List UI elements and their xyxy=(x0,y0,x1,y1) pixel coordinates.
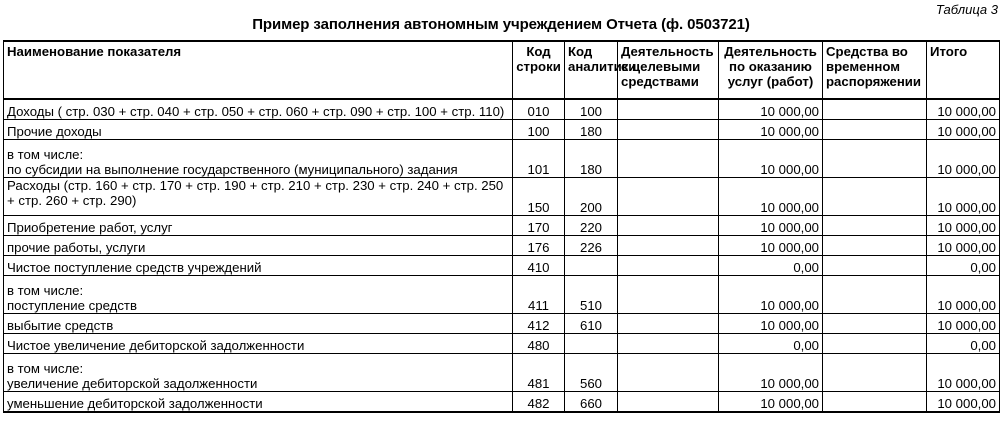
row-total-value: 10 000,00 xyxy=(927,314,1000,334)
header-temporary-funds: Средства во временном распоряжении xyxy=(823,41,927,99)
table-row xyxy=(4,276,1000,314)
row-name: Доходы ( стр. 030 + стр. 040 + стр. 050 + стр. 060 + стр. 090 + стр. 100 + стр. 110) xyxy=(4,99,513,120)
row-services-value: 10 000,00 xyxy=(719,236,823,256)
row-services-value: 10 000,00 xyxy=(719,178,823,216)
row-temporary-value xyxy=(823,236,927,256)
row-code-analytics: 510 xyxy=(565,276,618,314)
table-row xyxy=(4,236,1000,256)
row-total-value: 0,00 xyxy=(927,256,1000,276)
table-body xyxy=(4,99,1000,412)
row-code-analytics: 660 xyxy=(565,392,618,413)
row-temporary-value xyxy=(823,256,927,276)
table-row xyxy=(4,140,1000,178)
row-code-analytics: 180 xyxy=(565,140,618,178)
row-name: Чистое поступление средств учреждений xyxy=(4,256,513,276)
row-code-line: 170 xyxy=(513,216,565,236)
row-code-line: 482 xyxy=(513,392,565,413)
header-code-line: Код строки xyxy=(513,41,565,99)
row-temporary-value xyxy=(823,216,927,236)
row-code-analytics xyxy=(565,334,618,354)
row-services-value: 10 000,00 xyxy=(719,354,823,392)
row-code-line: 412 xyxy=(513,314,565,334)
row-total-value: 10 000,00 xyxy=(927,216,1000,236)
row-total-value: 10 000,00 xyxy=(927,99,1000,120)
row-code-analytics xyxy=(565,256,618,276)
row-code-analytics: 200 xyxy=(565,178,618,216)
row-target-value xyxy=(618,178,719,216)
row-temporary-value xyxy=(823,120,927,140)
row-target-value xyxy=(618,276,719,314)
report-table xyxy=(3,40,1000,413)
row-target-value xyxy=(618,120,719,140)
row-name: Приобретение работ, услуг xyxy=(4,216,513,236)
row-temporary-value xyxy=(823,99,927,120)
row-name: в том числе: увеличение дебиторской задолженности xyxy=(4,354,513,392)
row-target-value xyxy=(618,99,719,120)
row-temporary-value xyxy=(823,140,927,178)
row-temporary-value xyxy=(823,178,927,216)
row-name: уменьшение дебиторской задолженности xyxy=(4,392,513,413)
row-code-analytics: 610 xyxy=(565,314,618,334)
row-total-value: 10 000,00 xyxy=(927,236,1000,256)
header-target-activity: Деятельность с целевыми средствами xyxy=(618,41,719,99)
row-total-value: 10 000,00 xyxy=(927,354,1000,392)
row-code-line: 411 xyxy=(513,276,565,314)
row-name: в том числе: поступление средств xyxy=(4,276,513,314)
row-services-value: 10 000,00 xyxy=(719,392,823,413)
row-temporary-value xyxy=(823,314,927,334)
row-temporary-value xyxy=(823,334,927,354)
row-total-value: 10 000,00 xyxy=(927,178,1000,216)
header-total: Итого xyxy=(927,41,1000,99)
row-code-line: 176 xyxy=(513,236,565,256)
row-target-value xyxy=(618,334,719,354)
header-services-activity: Деятельность по оказанию услуг (работ) xyxy=(719,41,823,99)
row-code-analytics: 226 xyxy=(565,236,618,256)
row-code-analytics: 100 xyxy=(565,99,618,120)
row-target-value xyxy=(618,216,719,236)
table-row xyxy=(4,216,1000,236)
row-target-value xyxy=(618,314,719,334)
row-target-value xyxy=(618,354,719,392)
row-name: Чистое увеличение дебиторской задолженности xyxy=(4,334,513,354)
table-row xyxy=(4,392,1000,413)
row-temporary-value xyxy=(823,276,927,314)
row-temporary-value xyxy=(823,392,927,413)
row-services-value: 0,00 xyxy=(719,334,823,354)
row-code-line: 150 xyxy=(513,178,565,216)
row-code-line: 100 xyxy=(513,120,565,140)
row-code-line: 101 xyxy=(513,140,565,178)
row-services-value: 10 000,00 xyxy=(719,276,823,314)
header-row xyxy=(4,41,1000,99)
table-row xyxy=(4,99,1000,120)
row-name: Расходы (стр. 160 + стр. 170 + стр. 190 + стр. 210 + стр. 230 + стр. 240 + стр. 250 + стр. 260 + стр. 290) xyxy=(4,178,513,216)
header-name: Наименование показателя xyxy=(4,41,513,99)
row-services-value: 10 000,00 xyxy=(719,99,823,120)
row-name: в том числе: по субсидии на выполнение государственного (муниципального) задания xyxy=(4,140,513,178)
header-code-analytics: Код аналитики xyxy=(565,41,618,99)
row-name: выбытие средств xyxy=(4,314,513,334)
row-services-value: 10 000,00 xyxy=(719,216,823,236)
table-row xyxy=(4,314,1000,334)
row-services-value: 10 000,00 xyxy=(719,314,823,334)
row-code-analytics: 180 xyxy=(565,120,618,140)
row-code-line: 410 xyxy=(513,256,565,276)
row-code-line: 480 xyxy=(513,334,565,354)
table-row xyxy=(4,256,1000,276)
table-row xyxy=(4,334,1000,354)
row-total-value: 0,00 xyxy=(927,334,1000,354)
row-total-value: 10 000,00 xyxy=(927,140,1000,178)
row-target-value xyxy=(618,392,719,413)
row-code-analytics: 220 xyxy=(565,216,618,236)
table-row xyxy=(4,178,1000,216)
table-row xyxy=(4,354,1000,392)
row-target-value xyxy=(618,236,719,256)
row-name: прочие работы, услуги xyxy=(4,236,513,256)
row-services-value: 10 000,00 xyxy=(719,140,823,178)
row-code-line: 481 xyxy=(513,354,565,392)
row-total-value: 10 000,00 xyxy=(927,276,1000,314)
row-name: Прочие доходы xyxy=(4,120,513,140)
row-services-value: 0,00 xyxy=(719,256,823,276)
row-services-value: 10 000,00 xyxy=(719,120,823,140)
table-number: Таблица 3 xyxy=(935,2,998,17)
row-target-value xyxy=(618,140,719,178)
page-title: Пример заполнения автономным учреждением Отчета (ф. 0503721) xyxy=(252,16,750,33)
row-total-value: 10 000,00 xyxy=(927,120,1000,140)
row-code-analytics: 560 xyxy=(565,354,618,392)
row-total-value: 10 000,00 xyxy=(927,392,1000,413)
row-temporary-value xyxy=(823,354,927,392)
table-row xyxy=(4,120,1000,140)
row-target-value xyxy=(618,256,719,276)
row-code-line: 010 xyxy=(513,99,565,120)
